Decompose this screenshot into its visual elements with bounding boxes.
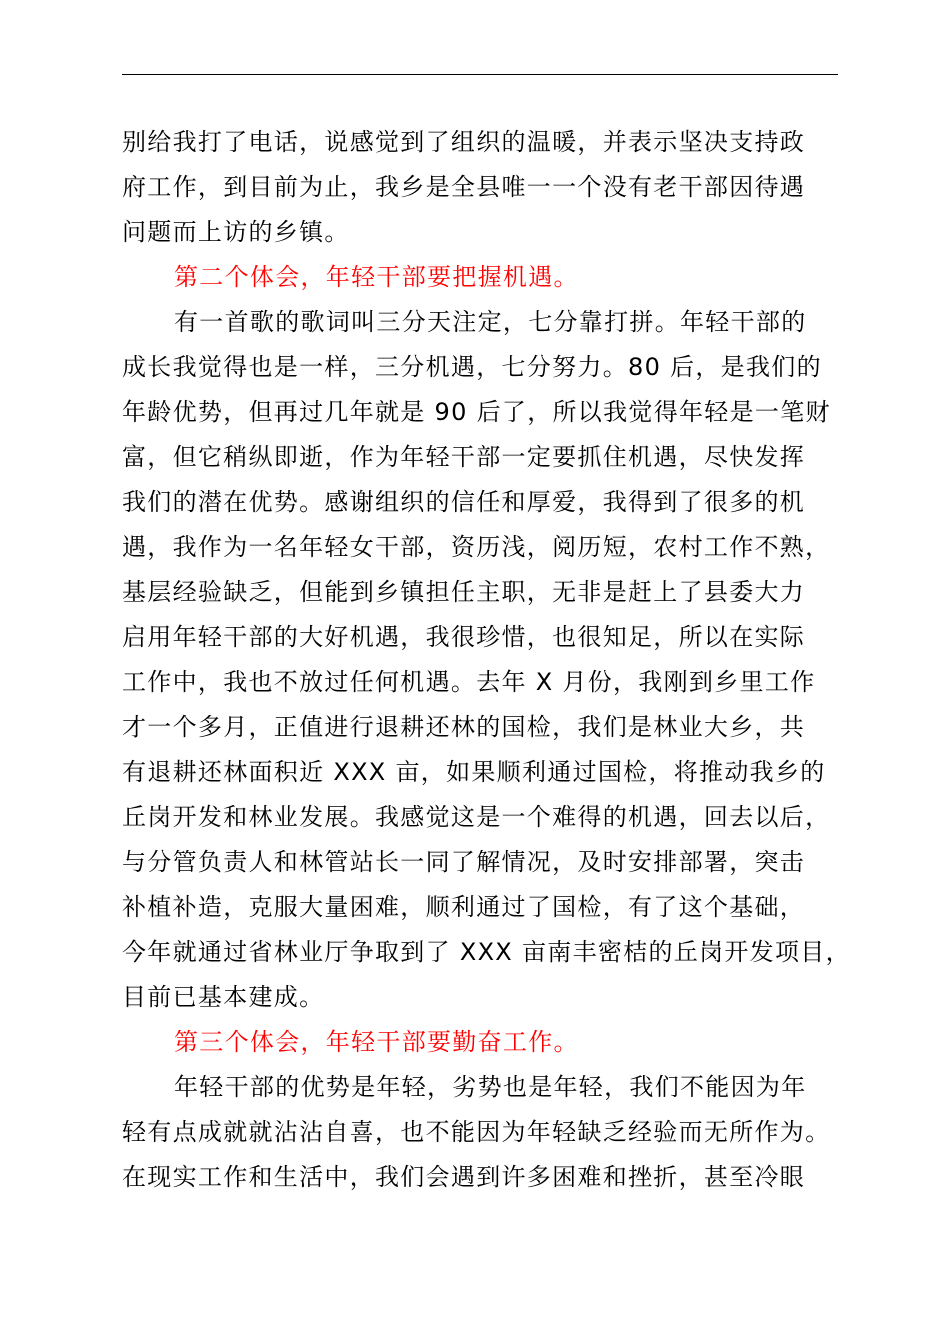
- paragraph-line: 遇，我作为一名年轻女干部，资历浅，阅历短，农村工作不熟，: [122, 533, 831, 561]
- paragraph-line: 工作中，我也不放过任何机遇。去年 X 月份，我刚到乡里工作: [122, 668, 816, 696]
- paragraph-line: 轻有点成就就沾沾自喜，也不能因为年轻缺乏经验而无所作为。: [122, 1118, 831, 1146]
- paragraph-line: 我们的潜在优势。感谢组织的信任和厚爱，我得到了很多的机: [122, 488, 806, 516]
- paragraph-line: 丘岗开发和林业发展。我感觉这是一个难得的机遇，回去以后，: [122, 803, 831, 831]
- paragraph-line: 有退耕还林面积近 XXX 亩，如果顺利通过国检，将推动我乡的: [122, 758, 826, 786]
- paragraph-line: 在现实工作和生活中，我们会遇到许多困难和挫折，甚至冷眼: [122, 1163, 806, 1191]
- paragraph-line: 基层经验缺乏，但能到乡镇担任主职，无非是赶上了县委大力: [122, 578, 806, 606]
- body-text: [122, 120, 867, 1200]
- section-heading-3: 第三个体会，年轻干部要勤奋工作。: [174, 1028, 579, 1056]
- paragraph-line: 今年就通过省林业厅争取到了 XXX 亩南丰密桔的丘岗开发项目，: [122, 938, 851, 966]
- paragraph-line: 有一首歌的歌词叫三分天注定，七分靠打拼。年轻干部的: [174, 308, 807, 336]
- section-heading-2: 第二个体会，年轻干部要把握机遇。: [174, 263, 579, 291]
- paragraph-line: 问题而上访的乡镇。: [122, 218, 350, 246]
- paragraph-line: 才一个多月，正值进行退耕还林的国检，我们是林业大乡，共: [122, 713, 806, 741]
- header-rule: [122, 74, 838, 75]
- paragraph-line: 与分管负责人和林管站长一同了解情况，及时安排部署，突击: [122, 848, 806, 876]
- paragraph-line: 补植补造，克服大量困难，顺利通过了国检，有了这个基础，: [122, 893, 806, 921]
- paragraph-line: 年轻干部的优势是年轻，劣势也是年轻，我们不能因为年: [174, 1073, 807, 1101]
- paragraph-line: 富，但它稍纵即逝，作为年轻干部一定要抓住机遇，尽快发挥: [122, 443, 806, 471]
- paragraph-line: 别给我打了电话，说感觉到了组织的温暖，并表示坚决支持政: [122, 128, 806, 156]
- paragraph-line: 成长我觉得也是一样，三分机遇，七分努力。80 后，是我们的: [122, 353, 822, 381]
- paragraph-line: 年龄优势，但再过几年就是 90 后了，所以我觉得年轻是一笔财: [122, 398, 831, 426]
- paragraph-line: 目前已基本建成。: [122, 983, 325, 1011]
- paragraph-line: 启用年轻干部的大好机遇，我很珍惜，也很知足，所以在实际: [122, 623, 806, 651]
- paragraph-line: 府工作，到目前为止，我乡是全县唯一一个没有老干部因待遇: [122, 173, 806, 201]
